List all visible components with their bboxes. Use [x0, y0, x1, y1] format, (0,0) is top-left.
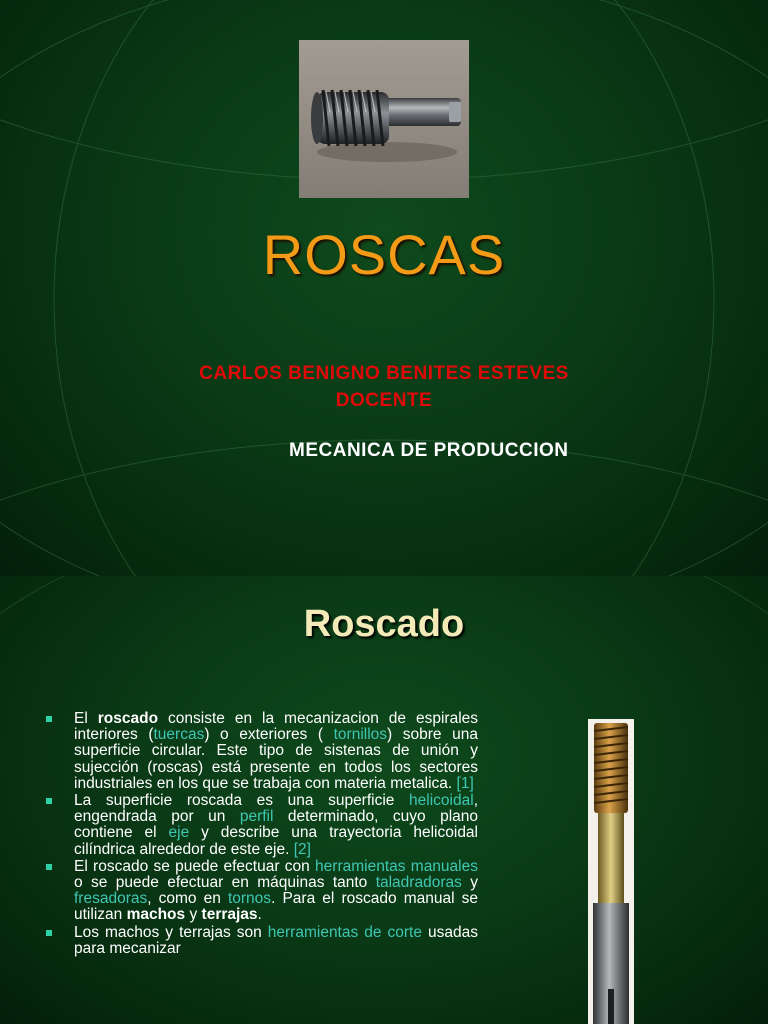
bullet-item — [46, 711, 478, 792]
hyperlink[interactable]: tornillos — [333, 726, 388, 744]
text-run: , engendrada por un — [74, 792, 478, 826]
bullet-square-icon — [46, 864, 52, 870]
bullet-square-icon — [46, 716, 52, 722]
tap-tool-image — [588, 719, 634, 1024]
text-run: usadas para mecanizar — [74, 923, 478, 957]
hyperlink[interactable]: tuercas — [153, 726, 205, 744]
text-run: y describe una trayectoria helicoidal cilíndrica alrededor de este eje. — [74, 824, 479, 858]
text-run: ) o exteriores ( — [204, 726, 334, 744]
bold-term: machos — [126, 906, 186, 924]
bullet-square-icon — [46, 798, 52, 804]
hyperlink[interactable]: herramientas manuales — [315, 857, 478, 875]
tap-tool-photo — [588, 719, 634, 1024]
text-run: Los machos y terrajas son — [74, 923, 268, 941]
worm-screw-photo — [299, 40, 469, 198]
text-run: o se puede efectuar en máquinas tanto — [74, 874, 376, 892]
hyperlink[interactable]: helicoidal — [409, 792, 474, 810]
bullet-list — [46, 711, 478, 958]
bullet-square-icon — [46, 930, 52, 936]
hyperlink[interactable]: herramientas de corte — [267, 923, 422, 941]
slide-title: Roscado — [303, 603, 465, 645]
hyperlink[interactable]: perfil — [239, 808, 274, 826]
text-run: El — [74, 710, 98, 727]
text-run: y — [185, 906, 202, 924]
roscado-slide — [0, 576, 768, 1024]
text-run: consiste en la mecanizacion de espirales interiores ( — [74, 710, 479, 744]
presentation-title: ROSCAS — [262, 223, 506, 286]
hyperlink[interactable]: eje — [168, 824, 190, 842]
hyperlink[interactable]: tornos — [227, 890, 272, 908]
text-run: . — [257, 906, 262, 924]
text-run: , como en — [147, 890, 228, 908]
author-name: CARLOS BENIGNO BENITES ESTEVES — [199, 363, 569, 384]
text-run: y — [461, 874, 478, 892]
course-name: MECANICA DE PRODUCCION — [289, 440, 569, 461]
hyperlink[interactable]: fresadoras — [74, 890, 148, 908]
hyperlink[interactable]: [1] — [456, 774, 474, 792]
bold-term: roscado — [97, 710, 159, 727]
author-block — [120, 360, 648, 414]
bold-term: terrajas — [201, 906, 258, 924]
author-role: DOCENTE — [335, 390, 433, 411]
text-run: ) sobre una superficie circular. Este tipo de sistenas de unión y sujección (roscas) está presente en todos los sectores industriales en los que se trabaja con materia metalica. — [74, 726, 478, 792]
text-run: determinado, cuyo plano contiene el — [74, 808, 479, 842]
bullet-item — [46, 793, 478, 858]
bullet-item — [46, 859, 478, 924]
text-run: . Para el roscado manual se utilizan — [74, 890, 478, 924]
text-run: La superficie roscada es una superficie — [74, 792, 410, 810]
text-run: El roscado se puede efectuar con — [74, 857, 316, 875]
bullet-item — [46, 925, 478, 957]
worm-screw-image — [299, 40, 469, 198]
hyperlink[interactable]: [2] — [293, 840, 311, 858]
hyperlink[interactable]: taladradoras — [375, 874, 462, 892]
